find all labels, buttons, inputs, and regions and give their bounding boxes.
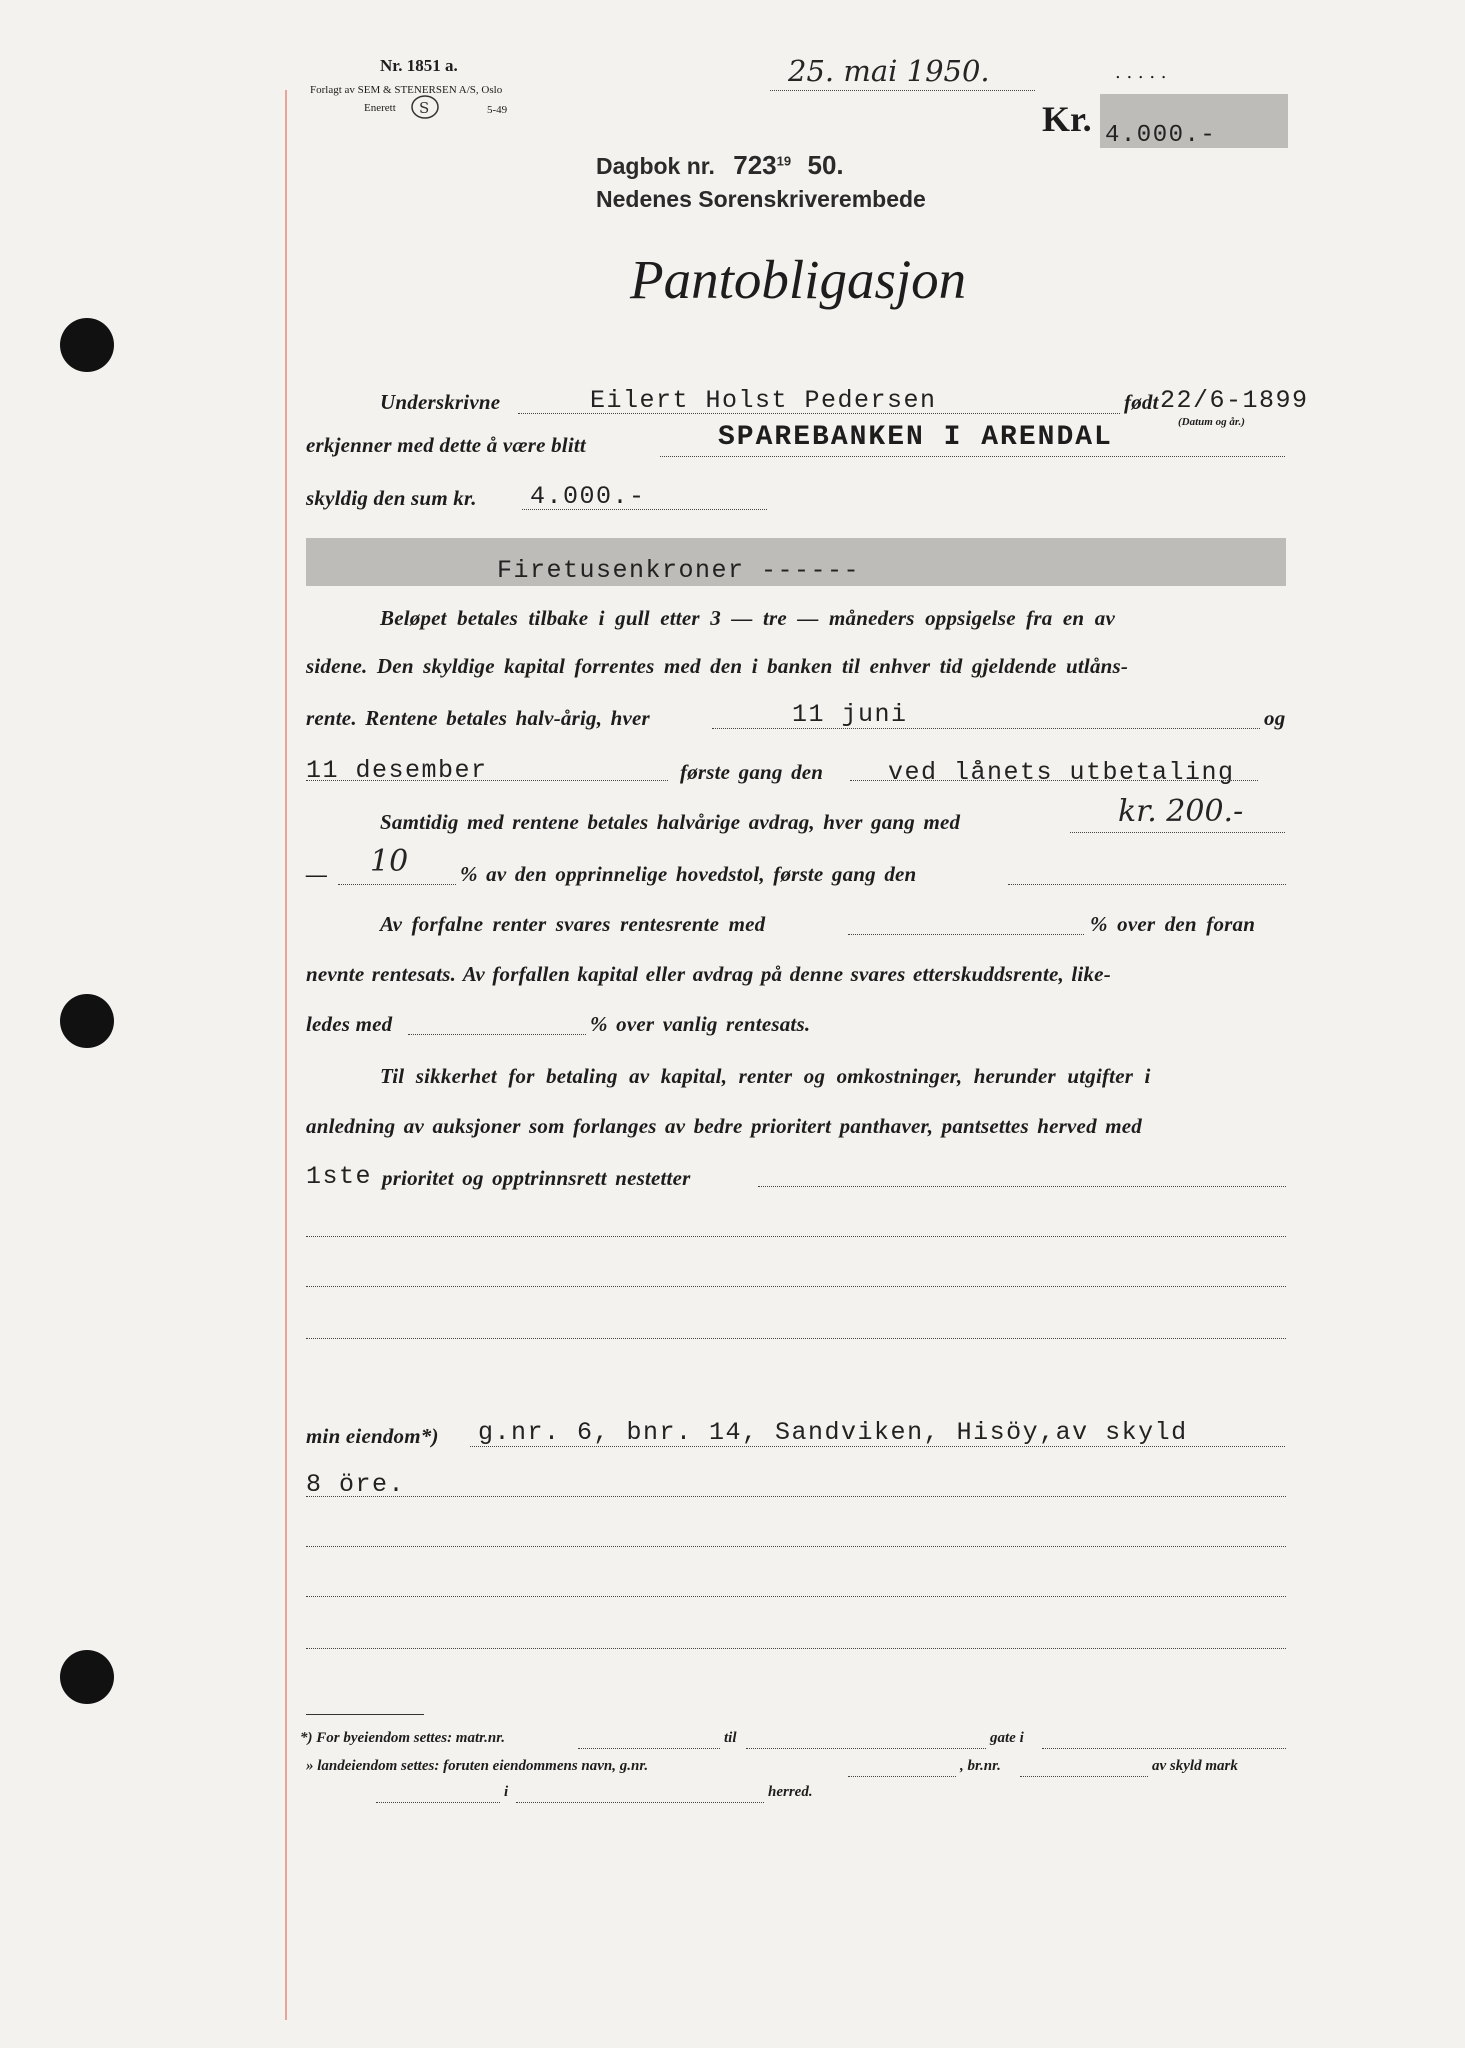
underskrivne-label: Underskrivne bbox=[380, 390, 501, 414]
dagbok-sup: 19 bbox=[776, 153, 792, 169]
footnote-rule bbox=[306, 1714, 424, 1715]
body-p3-l1a: Av forfalne renter svares rentesrente med bbox=[380, 912, 766, 936]
footnote-skyld: av skyld mark bbox=[1152, 1758, 1238, 1774]
eiendom-value-1: g.nr. 6, bnr. 14, Sandviken, Hisöy,av skyld bbox=[478, 1418, 1188, 1447]
footnote-gate: gate i bbox=[990, 1730, 1024, 1746]
eiendom-label: min eiendom*) bbox=[306, 1424, 439, 1448]
form-number: Nr. 1851 a. bbox=[380, 56, 458, 75]
blank-line-3 bbox=[306, 1338, 1286, 1339]
date-handwritten: 25. mai 1950. bbox=[788, 54, 990, 88]
punch-hole-middle bbox=[60, 994, 114, 1048]
footnote-til: til bbox=[724, 1730, 737, 1746]
nestetter-line bbox=[758, 1186, 1286, 1187]
footnote-line-1 bbox=[300, 1730, 505, 1747]
kr-value: 4.000.- bbox=[1105, 122, 1217, 149]
body-p2-l2: % av den opprinnelige hovedstol, første gang den bbox=[460, 862, 917, 886]
body-p3-l2: nevnte rentesats. Av forfallen kapital eller avdrag på denne svares etterskuddsrente, like- bbox=[306, 962, 1111, 986]
body-p3-l3a: ledes med bbox=[306, 1012, 393, 1036]
body-p1-l4a: første gang den bbox=[680, 760, 824, 784]
avdrag-value: kr. 200.- bbox=[1118, 794, 1244, 829]
fodt-value: 22/6-1899 bbox=[1160, 386, 1309, 415]
footnote-herred: herred. bbox=[768, 1784, 813, 1800]
percent-line bbox=[338, 884, 456, 885]
body-p3-l1b: % over den foran bbox=[1090, 912, 1256, 936]
erkjenner-line bbox=[660, 456, 1285, 457]
footnote-brnr: , br.nr. bbox=[960, 1758, 1001, 1774]
dagbok-stamp bbox=[596, 150, 844, 181]
forste-avdrag-line bbox=[1008, 884, 1286, 885]
forste-gang-value: ved lånets utbetaling bbox=[888, 758, 1235, 787]
punch-hole-top bbox=[60, 318, 114, 372]
fodt-label: født bbox=[1124, 390, 1159, 414]
publisher-enerett: Enerett bbox=[364, 102, 396, 114]
blank-line-5 bbox=[306, 1596, 1286, 1597]
eiendom-value-2: 8 öre. bbox=[306, 1470, 406, 1499]
blank-line-2 bbox=[306, 1286, 1286, 1287]
underskrivne-value: Eilert Holst Pedersen bbox=[590, 386, 937, 415]
etterskudd-line bbox=[408, 1034, 586, 1035]
margin-rule bbox=[285, 90, 287, 2020]
publisher-line: Forlagt av SEM & STENERSEN A/S, Oslo bbox=[310, 84, 503, 96]
dagbok-number: 723 bbox=[733, 150, 777, 180]
footnote-herred-line bbox=[516, 1802, 764, 1803]
prioritet-value: 1ste bbox=[306, 1162, 373, 1191]
kr-label: Kr. bbox=[1042, 99, 1092, 139]
body-p2-l1: Samtidig med rentene betales halvårige avdrag, hver gang med bbox=[380, 810, 961, 834]
erkjenner-value: SPAREBANKEN I ARENDAL bbox=[718, 422, 1113, 453]
body-p4-l2: anledning av auksjoner som forlanges av bedre prioritert panthaver, pantsettes herved med bbox=[306, 1114, 1142, 1138]
dagbok-year: 50. bbox=[807, 150, 844, 180]
footnote-by-label: *) For byeiendom settes: matr.nr. bbox=[300, 1730, 506, 1746]
date-dots: . . . . . bbox=[1115, 62, 1167, 83]
rente-date1-value: 11 juni bbox=[792, 700, 908, 729]
eiendom-line-2 bbox=[306, 1496, 1286, 1497]
publisher-code: 5-49 bbox=[487, 104, 508, 116]
date-line bbox=[770, 90, 1035, 91]
footnote-i: i bbox=[504, 1784, 509, 1800]
skyldig-value: 4.000.- bbox=[530, 482, 646, 511]
office-stamp: Nedenes Sorenskriverembede bbox=[596, 186, 926, 212]
body-p3-l3b: % over vanlig rentesats. bbox=[590, 1012, 811, 1036]
blank-line-1 bbox=[306, 1236, 1286, 1237]
body-p1-l2: sidene. Den skyldige kapital forrentes med den i banken til enhver tid gjeldende utlåns- bbox=[306, 654, 1129, 678]
amount-words: Firetusenkroner ------ bbox=[497, 556, 861, 585]
erkjenner-label: erkjenner med dette å være blitt bbox=[306, 433, 586, 457]
footnote-til-line bbox=[746, 1748, 986, 1749]
body-p1-l3a: rente. Rentene betales halv-årig, hver bbox=[306, 706, 650, 730]
blank-line-4 bbox=[306, 1546, 1286, 1547]
rentesrente-line bbox=[848, 934, 1084, 935]
document-title: Pantobligasjon bbox=[630, 249, 967, 310]
svg-text:S: S bbox=[419, 99, 430, 117]
rente-date2-value: 11 desember bbox=[306, 756, 488, 785]
publisher-logo-icon bbox=[410, 94, 440, 120]
rente-date2-line bbox=[306, 780, 668, 781]
body-p4-l1: Til sikkerhet for betaling av kapital, renter og omkostninger, herunder utgifter i bbox=[380, 1064, 1151, 1088]
footnote-i-pre-line bbox=[376, 1802, 500, 1803]
body-p4-l3: prioritet og opptrinnsrett nestetter bbox=[382, 1166, 691, 1190]
body-p2-dash: — bbox=[306, 862, 328, 886]
footnote-gate-line bbox=[1042, 1748, 1286, 1749]
dagbok-label: Dagbok nr. bbox=[596, 153, 715, 179]
percent-value: 10 bbox=[370, 844, 409, 879]
body-p1-l1: Beløpet betales tilbake i gull etter 3 — tre — måneders oppsigelse fra en av bbox=[380, 606, 1115, 630]
punch-hole-bottom bbox=[60, 1650, 114, 1704]
fodt-hint: (Datum og år.) bbox=[1178, 416, 1245, 428]
footnote-gnr-line bbox=[848, 1776, 956, 1777]
footnote-matr-line bbox=[578, 1748, 720, 1749]
footnote-land-label: » landeiendom settes: foruten eiendommens navn, g.nr. bbox=[306, 1758, 649, 1774]
avdrag-line bbox=[1070, 832, 1285, 833]
blank-line-6 bbox=[306, 1648, 1286, 1649]
skyldig-label: skyldig den sum kr. bbox=[306, 486, 477, 510]
body-p1-l3b: og bbox=[1264, 706, 1286, 730]
footnote-brnr-line bbox=[1020, 1776, 1148, 1777]
